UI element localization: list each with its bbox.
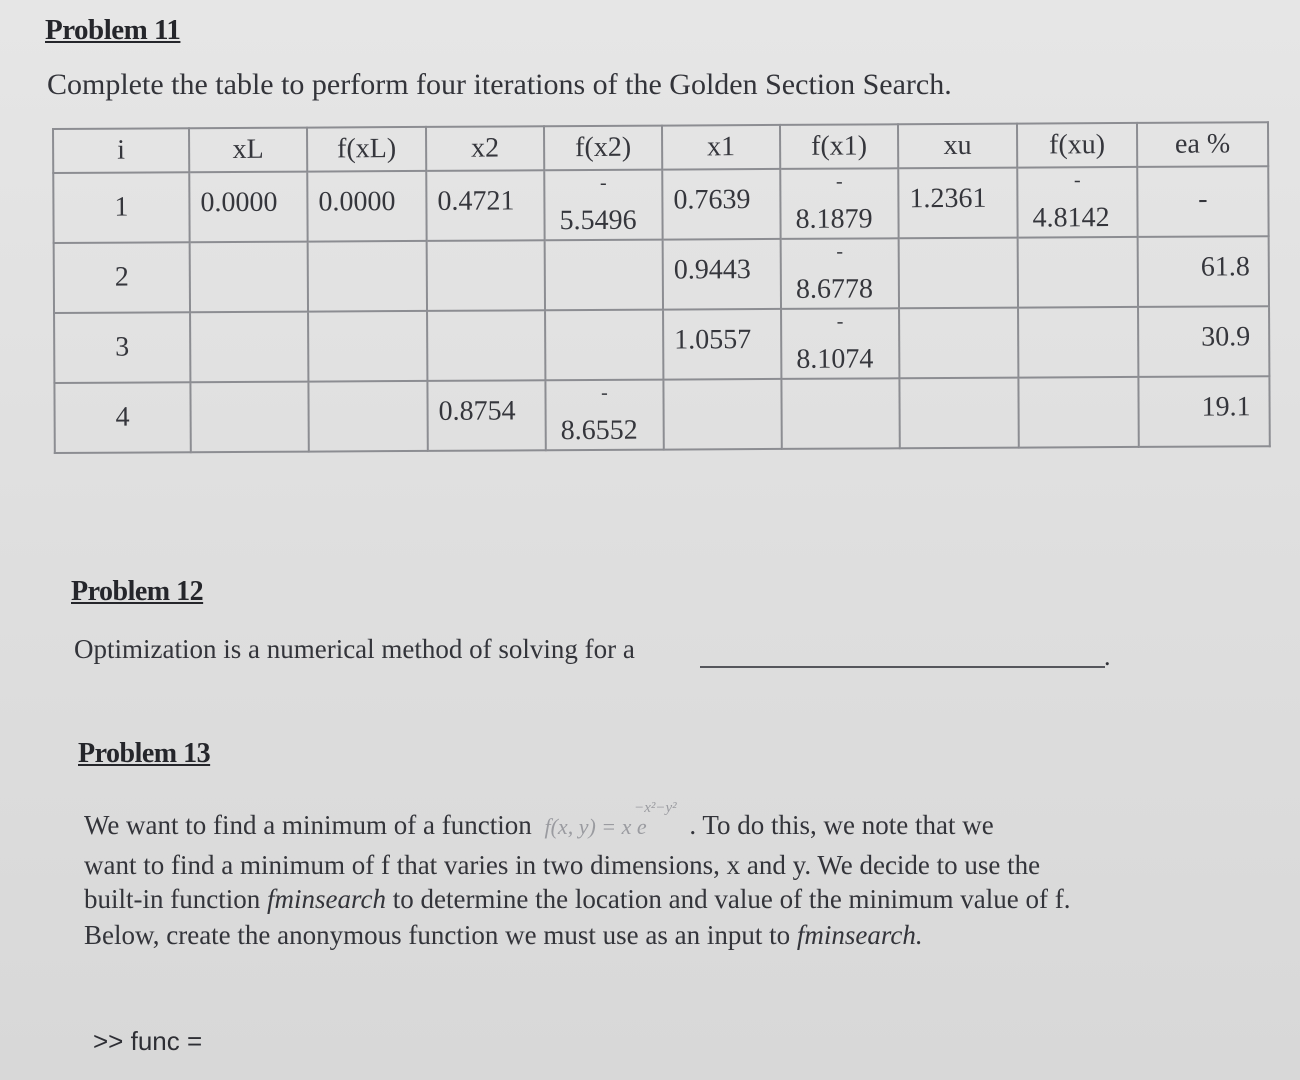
answer-blank[interactable] [700, 666, 1105, 668]
cell-x1[interactable] [662, 169, 780, 240]
value: 8.1879 [795, 203, 873, 235]
header-x2: x2 [426, 126, 544, 171]
value: 19.1 [1201, 391, 1251, 423]
value: - [1198, 183, 1208, 215]
cell-xu[interactable] [899, 308, 1018, 379]
function-name: fminsearch [266, 884, 386, 914]
header-ea: ea % [1137, 122, 1268, 167]
cell-xu[interactable] [899, 378, 1018, 449]
cell-i: 1 [53, 172, 189, 243]
cell-fxu[interactable] [1018, 307, 1138, 378]
table-header-row [53, 122, 1268, 173]
header-fxl: f(xL) [307, 127, 426, 172]
value: 5.5496 [559, 204, 637, 237]
text-segment: built-in function [84, 884, 261, 914]
sentence-period: . [1104, 642, 1111, 671]
function-name: fminsearch. [796, 920, 923, 950]
problem-11-title: Problem 11 [45, 14, 181, 46]
negative-sign: - [835, 170, 843, 193]
cell-i: 3 [54, 312, 190, 383]
cell-xl[interactable] [189, 172, 307, 243]
cell-x2[interactable] [427, 240, 545, 311]
problem-13-line-3 [84, 884, 1071, 915]
value: 61.8 [1200, 251, 1250, 283]
header-xl: xL [189, 128, 307, 173]
value: 1.2361 [909, 182, 987, 215]
negative-sign: - [836, 240, 844, 263]
negative-sign: - [601, 381, 608, 404]
cell-fx2[interactable] [545, 310, 663, 381]
cell-xu[interactable] [898, 168, 1017, 239]
cell-fxu[interactable] [1018, 237, 1138, 308]
cell-xl[interactable] [190, 382, 308, 453]
header-fx2: f(x2) [544, 126, 662, 171]
problem-12-title: Problem 12 [71, 576, 204, 607]
cell-x1[interactable] [663, 239, 781, 310]
problem-11-instructions: Complete the table to perform four iterations of the Golden Section Search. [47, 68, 952, 101]
problem-13-line-1 [84, 800, 994, 841]
problem-13-line-4 [84, 920, 923, 951]
cell-fxl[interactable] [308, 241, 427, 312]
formula-base: f(x, y) = x e [544, 814, 647, 839]
value: 0.9443 [673, 254, 751, 286]
value: 8.1074 [796, 343, 874, 375]
cell-fxu[interactable] [1018, 377, 1138, 448]
value: 0.7639 [673, 184, 751, 216]
negative-sign: - [599, 171, 607, 194]
cell-fx1[interactable] [781, 238, 899, 309]
cell-x2[interactable] [427, 380, 545, 451]
value: 8.6778 [795, 273, 873, 305]
text-segment: to determine the location and value of the minimum value of f. [392, 884, 1071, 914]
problem-13-title: Problem 13 [78, 738, 211, 769]
cell-fxl[interactable] [307, 171, 426, 242]
text-segment: Below, create the anonymous function we must use as an input to [84, 920, 791, 950]
golden-section-table [52, 121, 1271, 454]
cell-fxl[interactable] [308, 381, 427, 452]
cell-fx1[interactable] [781, 308, 899, 379]
cell-fx2[interactable] [545, 240, 663, 311]
cell-x1[interactable] [663, 309, 781, 380]
value: 8.6552 [560, 414, 638, 447]
value: 0.0000 [318, 186, 396, 218]
cell-ea[interactable] [1138, 236, 1269, 307]
table-row [53, 166, 1268, 243]
cell-x2[interactable] [426, 170, 544, 241]
value: 30.9 [1201, 321, 1251, 353]
header-xu: xu [898, 124, 1017, 169]
header-fxu: f(xu) [1017, 123, 1137, 168]
header-i: i [53, 128, 189, 173]
text-segment: We want to find a minimum of a function [84, 810, 532, 840]
text-segment: . To do this, we note that we [689, 810, 994, 840]
negative-sign: - [836, 310, 844, 333]
problem-12-question: Optimization is a numerical method of solving for a [74, 634, 635, 664]
function-formula [544, 800, 677, 840]
table-row [54, 236, 1269, 313]
cell-ea[interactable] [1138, 376, 1269, 447]
cell-ea[interactable] [1138, 306, 1269, 377]
cell-ea[interactable] [1137, 166, 1268, 237]
cell-fx2[interactable] [544, 170, 662, 241]
cell-fx1[interactable] [780, 168, 898, 239]
value: 0.0000 [200, 186, 278, 219]
cell-x2[interactable] [427, 310, 545, 381]
header-x1: x1 [662, 125, 780, 170]
cell-fx1[interactable] [781, 378, 899, 449]
cell-fxu[interactable] [1017, 167, 1137, 238]
cell-xu[interactable] [899, 238, 1018, 309]
value: 0.8754 [438, 395, 516, 427]
table-row [54, 306, 1269, 383]
header-fx1: f(x1) [780, 124, 898, 169]
cell-i: 4 [54, 382, 190, 453]
cell-xl[interactable] [190, 242, 308, 313]
value: 0.4721 [437, 185, 515, 217]
cell-x1[interactable] [663, 379, 781, 450]
problem-13-line-2: want to find a minimum of f that varies in two dimensions, x and y. We decide to use the [84, 850, 1041, 880]
command-prompt[interactable]: >> func = [93, 1026, 203, 1056]
value: 4.8142 [1032, 202, 1110, 234]
cell-fxl[interactable] [308, 311, 427, 382]
value: 1.0557 [674, 324, 752, 356]
table-row [54, 376, 1269, 453]
cell-i: 2 [54, 242, 190, 313]
formula-exponent: −x²−y² [634, 800, 677, 816]
cell-xl[interactable] [190, 312, 308, 383]
negative-sign: - [1073, 169, 1081, 192]
cell-fx2[interactable] [545, 380, 663, 451]
